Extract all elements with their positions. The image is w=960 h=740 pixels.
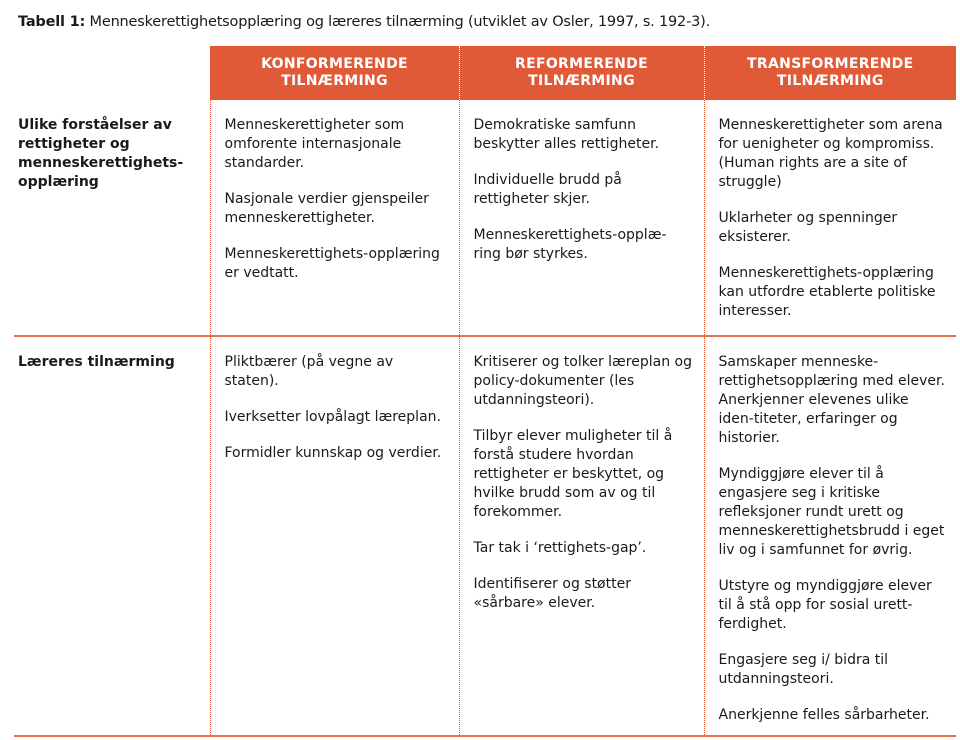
cell-paragraph: Menneskerettighets-opplæ-ring bør styrkes. <box>473 227 667 262</box>
header-reformerende: REFORMERENDE TILNÆRMING <box>459 46 704 100</box>
cell-paragraph: Anerkjenne felles sårbarheter. <box>718 707 930 723</box>
cell-paragraph: Pliktbærer (på vegne av staten). <box>224 354 394 389</box>
cell-paragraph: Utstyre og myndiggjøre elever til å stå opp for sosial urett-ferdighet. <box>718 578 932 632</box>
cell-paragraph: Menneskerettighets-opplæring er vedtatt. <box>224 246 440 281</box>
cell-paragraph: Myndiggjøre elever til å engasjere seg i kritiske refleksjoner rundt urett og menneskerettighetsbrudd i eget liv og i samfunnet for øvrig. <box>718 466 945 558</box>
cell-paragraph: Tar tak i ‘rettighets-gap’. <box>473 540 647 556</box>
table-row <box>14 336 956 736</box>
table-row <box>14 100 956 336</box>
table-caption <box>18 14 710 30</box>
cell-tilnaerming-reformerende <box>459 336 704 736</box>
cell-paragraph: Individuelle brudd på rettigheter skjer. <box>473 172 622 207</box>
cell-paragraph: Demokratiske samfunn beskytter alles rettigheter. <box>473 117 660 152</box>
cell-paragraph: Nasjonale verdier gjenspeiler menneskerettigheter. <box>224 191 429 226</box>
cell-paragraph: Engasjere seg i/ bidra til utdanningsteori. <box>718 652 889 687</box>
cell-paragraph: Identifiserer og støtter «sårbare» elever. <box>473 576 631 611</box>
cell-tilnaerming-konformerende <box>210 336 459 736</box>
cell-paragraph: Samskaper menneske-rettighetsopplæring med elever. Anerkjenner elevenes ulike iden-titeter, erfaringer og historier. <box>718 354 945 446</box>
cell-forstaelser-reformerende <box>459 100 704 336</box>
row-label-tilnaerming: Læreres tilnærming <box>14 336 210 736</box>
cell-paragraph: Uklarheter og spenninger eksisterer. <box>718 210 898 245</box>
cell-paragraph: Menneskerettigheter som arena for uenigheter og kompromiss. (Human rights are a site of struggle) <box>718 117 943 190</box>
cell-paragraph: Tilbyr elever muligheter til å forstå studere hvordan rettigheter er beskyttet, og hvilke brudd som av og til forekommer. <box>473 428 673 520</box>
cell-paragraph: Iverksetter lovpålagt læreplan. <box>224 409 441 425</box>
cell-paragraph: Kritiserer og tolker læreplan og policy-dokumenter (les utdanningsteori). <box>473 354 692 408</box>
cell-paragraph: Formidler kunnskap og verdier. <box>224 445 442 461</box>
cell-tilnaerming-transformerende <box>704 336 956 736</box>
header-konformerende: KONFORMERENDE TILNÆRMING <box>210 46 459 100</box>
cell-forstaelser-konformerende <box>210 100 459 336</box>
header-blank-cell <box>14 46 210 100</box>
caption-text: Menneskerettighetsopplæring og læreres tilnærming (utviklet av Osler, 1997, s. 192-3). <box>89 14 710 30</box>
approach-table <box>14 46 956 737</box>
cell-forstaelser-transformerende <box>704 100 956 336</box>
caption-label: Tabell 1: <box>18 14 86 30</box>
row-label-forstaelser: Ulike forståelser av rettigheter og menneskerettighets-opplæring <box>14 100 210 336</box>
cell-paragraph: Menneskerettigheter som omforente internasjonale standarder. <box>224 117 405 171</box>
header-row <box>14 46 956 100</box>
cell-paragraph: Menneskerettighets-opplæring kan utfordre etablerte politiske interesser. <box>718 265 936 319</box>
header-transformerende: TRANSFORMERENDE TILNÆRMING <box>704 46 956 100</box>
